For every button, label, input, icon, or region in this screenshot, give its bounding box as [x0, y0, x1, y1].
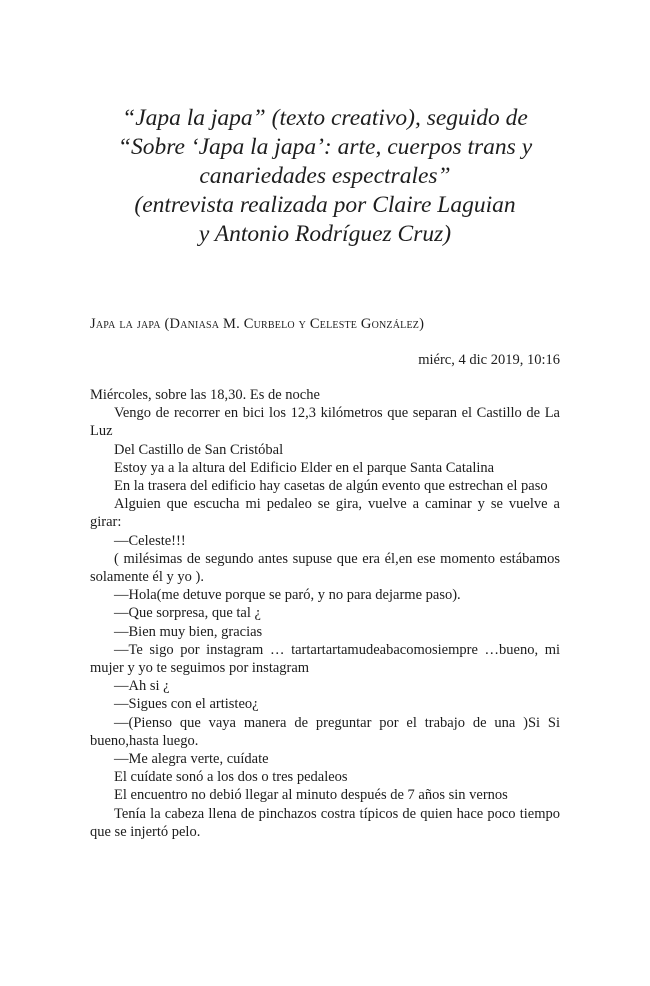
paragraph: Miércoles, sobre las 18,30. Es de noche [90, 387, 320, 403]
paragraph: Del Castillo de San Cristóbal [114, 441, 284, 458]
paragraph: —Que sorpresa, que tal ¿ [114, 605, 261, 622]
paragraph: —Sigues con el artisteo¿ [114, 696, 259, 713]
paragraph: El cuídate sonó a los dos o tres pedaleos [114, 769, 348, 786]
paragraph: —(Pienso que vaya manera de preguntar por el trabajo de una )Si Si bueno,hasta luego. [90, 714, 560, 749]
paragraph: Tenía la cabeza llena de pinchazos costra típicos de quien hace poco tiempo que se injertó pelo. [90, 805, 560, 840]
body-text [90, 386, 560, 841]
paragraph: El encuentro no debió llegar al minuto después de 7 años sin vernos [114, 787, 508, 804]
paragraph: —Ah si ¿ [114, 678, 170, 695]
paragraph: —Me alegra verte, cuídate [114, 751, 269, 768]
chapter-title-line: y Antonio Rodríguez Cruz) [198, 221, 452, 247]
section-heading: Japa la japa (Daniasa M. Curbelo y Celeste González) [90, 316, 425, 332]
chapter-title-line: “Japa la japa” (texto creativo), seguido de [122, 105, 528, 131]
paragraph: ( milésimas de segundo antes supuse que era él,en ese momento estábamos solamente él y yo ). [90, 550, 560, 586]
paragraph: En la trasera del edificio hay casetas de algún evento que estrechan el paso [114, 478, 548, 495]
dateline: miérc, 4 dic 2019, 10:16 [418, 352, 560, 368]
chapter-title-line: (entrevista realizada por Claire Laguian [134, 192, 516, 218]
paragraph: —Te sigo por instagram … tartartartamudeabacomosiempre …bueno, mi mujer y yo te seguimos por instagram [90, 641, 560, 677]
chapter-title [60, 104, 590, 249]
paragraph: Alguien que escucha mi pedaleo se gira, vuelve a caminar y se vuelve a girar: [90, 496, 560, 531]
paragraph: Vengo de recorrer en bici los 12,3 kilómetros que separan el Castillo de La Luz [90, 405, 560, 440]
paragraph: —Hola(me detuve porque se paró, y no para dejarme paso). [114, 587, 461, 604]
paragraph: —Bien muy bien, gracias [114, 623, 263, 640]
paragraph: —Celeste!!! [114, 532, 186, 549]
chapter-title-line: “Sobre ‘Japa la japa’: arte, cuerpos trans y [117, 134, 533, 160]
paragraph: Estoy ya a la altura del Edificio Elder en el parque Santa Catalina [114, 459, 495, 476]
chapter-title-line: canariedades espectrales” [199, 163, 451, 189]
